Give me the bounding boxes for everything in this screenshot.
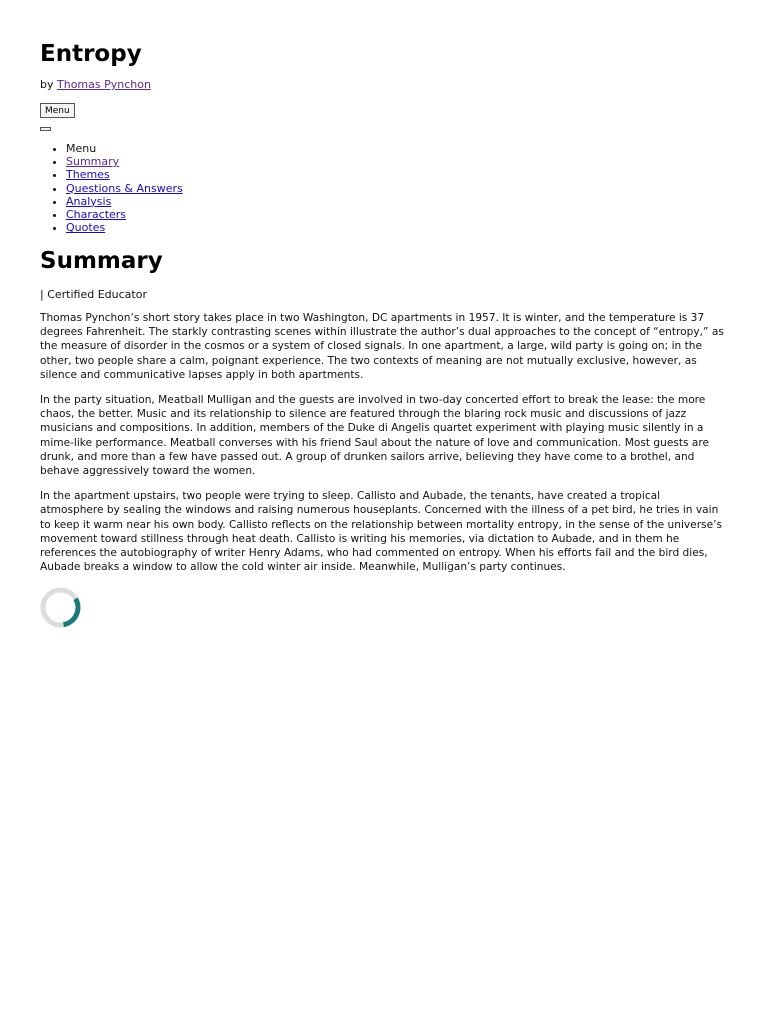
nav-item-questions-answers <box>66 182 183 195</box>
summary-content <box>40 311 726 585</box>
section-title: Summary <box>40 248 163 274</box>
byline-prefix: by <box>40 78 54 91</box>
section-nav <box>40 142 183 234</box>
nav-heading: • Menu <box>66 142 183 155</box>
nav-link-analysis[interactable]: Analysis <box>66 194 112 208</box>
nav-item-analysis <box>66 195 183 208</box>
nav-link-summary[interactable]: Summary <box>66 155 120 169</box>
certified-educator-label: | Certified Educator <box>40 288 147 301</box>
spinner-arc <box>64 599 78 625</box>
menu-button[interactable]: Menu <box>40 103 75 118</box>
nav-item-summary <box>66 155 183 168</box>
nav-link-quotes[interactable]: Quotes <box>66 221 106 235</box>
nav-item-quotes <box>66 221 183 234</box>
author-link[interactable]: Thomas Pynchon <box>57 78 151 91</box>
nav-item-themes <box>66 168 183 181</box>
book-title: Entropy <box>40 41 142 67</box>
menu-toggle-button[interactable] <box>40 127 51 131</box>
summary-paragraph-1: Thomas Pynchon’s short story takes place in two Washington, DC apartments in 1957. It is winter, and the temperature is 37 degrees Fahrenheit. The starkly contrasting scenes within illustrate the author’s dual approaches to the concept of “entropy,” as the measure of disorder in the cosmos or a system of closed signals. In one apartment, a large, wild party is going on; in the other, two people share a calm, poignant experience. The two contexts of meaning are not mutually exclusive, however, as silence and communicative lapses apply in both apartments. <box>40 312 724 381</box>
nav-link-themes[interactable]: Themes <box>66 168 110 182</box>
nav-link-questions-answers[interactable]: Questions & Answers <box>66 181 183 195</box>
summary-paragraph-2: In the party situation, Meatball Mulligan and the guests are involved in two-day concerted effort to break the lease: the more chaos, the better. Music and its relationship to silence are featured through the blaring rock music and discussions of jazz musicians and compositions. In addition, members of the Duke di Angelis quartet experiment with playing music silently in a mime-like performance. Meatball converses with his friend Saul about the nature of love and communication. Most guests are drunk, and more than a few have passed out. A group of drunken sailors arrive, believing they have come to a brothel, and behave aggressively toward the women. <box>40 394 710 478</box>
nav-link-characters[interactable]: Characters <box>66 208 127 222</box>
byline <box>40 78 151 92</box>
summary-paragraph-3: In the apartment upstairs, two people were trying to sleep. Callisto and Aubade, the tenants, have created a tropical atmosphere by sealing the windows and raising numerous houseplants. Concerned with the illness of a pet bird, he tries in vain to keep it warm near his own body. Callisto reflects on the relationship between mortality entropy, in the sense of the universe’s movement toward stillness through heat death. Callisto is writing his memories, via dictation to Aubade, and in them he references the autobiography of writer Henry Adams, who had commented on entropy. When his efforts fail and the bird dies, Aubade breaks a window to allow the cold winter air inside. Meanwhile, Mulligan’s party continues. <box>40 490 722 574</box>
nav-item-characters <box>66 208 183 221</box>
loading-spinner-icon <box>40 587 81 628</box>
